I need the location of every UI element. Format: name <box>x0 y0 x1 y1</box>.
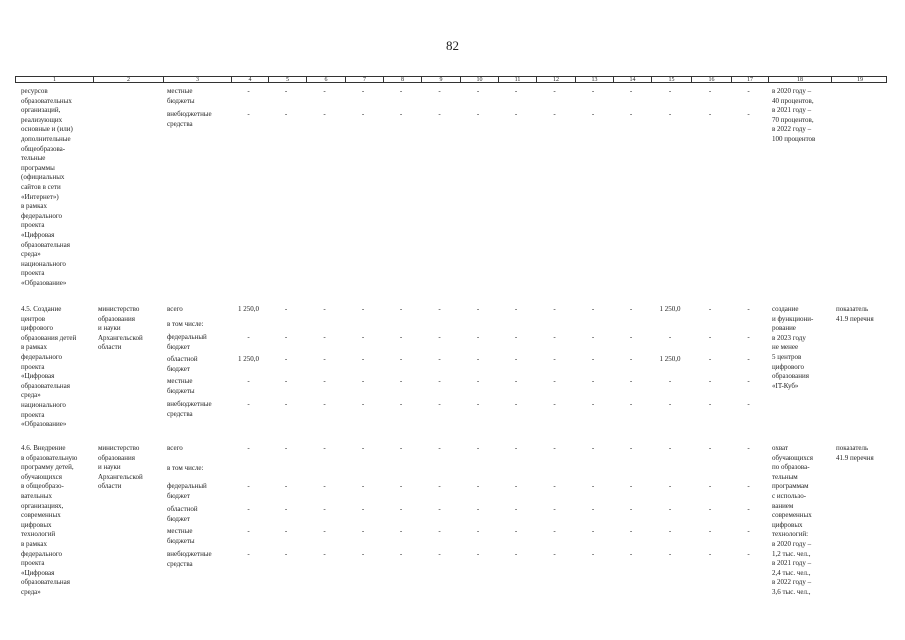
amount-cell: - <box>284 305 288 313</box>
amount-cell: - <box>361 110 365 118</box>
amount-cell: - <box>323 110 326 118</box>
funding-source-label: местные бюджеты <box>167 377 195 395</box>
amount-cell: - <box>553 527 556 535</box>
column-header-15: 15 <box>651 77 691 82</box>
amount-cell: - <box>747 444 750 452</box>
amount-cell: - <box>361 333 365 341</box>
amount-cell: - <box>438 505 441 513</box>
amount-cell: - <box>514 87 518 95</box>
amount-cell: - <box>247 333 250 341</box>
column-header-4: 4 <box>231 77 268 82</box>
amount-cell: - <box>708 333 712 341</box>
amount-cell: - <box>399 305 403 313</box>
column-header-13: 13 <box>575 77 613 82</box>
amount-cell: - <box>323 305 326 313</box>
table-column-header-row <box>15 76 887 83</box>
amount-cell: - <box>361 87 365 95</box>
funding-source-label: всего <box>167 305 183 313</box>
amount-cell: - <box>747 505 750 513</box>
amount-cell: 1 250,0 <box>238 305 259 313</box>
amount-cell: - <box>247 87 250 95</box>
amount-cell: - <box>747 110 750 118</box>
amount-cell: - <box>747 482 750 490</box>
amount-cell: - <box>438 482 441 490</box>
amount-cell: - <box>747 400 750 408</box>
amount-cell: - <box>591 87 595 95</box>
amount-cell: - <box>629 400 633 408</box>
amount-cell: - <box>284 110 288 118</box>
amount-cell: - <box>553 482 556 490</box>
column-header-1: 1 <box>53 77 56 83</box>
amount-cell: - <box>708 527 712 535</box>
amount-cell: - <box>247 400 250 408</box>
amount-cell: - <box>361 305 365 313</box>
amount-cell: - <box>668 444 672 452</box>
amount-cell: - <box>514 550 518 558</box>
amount-cell: - <box>361 550 365 558</box>
amount-cell: - <box>323 550 326 558</box>
amount-cell: - <box>747 305 750 313</box>
amount-cell: - <box>399 87 403 95</box>
column-header-12: 12 <box>536 77 575 82</box>
amount-cell: - <box>553 444 556 452</box>
amount-cell: - <box>514 482 518 490</box>
amount-cell: - <box>629 377 633 385</box>
amount-cell: - <box>476 87 480 95</box>
amount-cell: - <box>323 355 326 363</box>
amount-cell: - <box>361 377 365 385</box>
amount-cell: - <box>553 355 556 363</box>
amount-cell: - <box>668 505 672 513</box>
amount-cell: - <box>708 377 712 385</box>
amount-cell: - <box>284 505 288 513</box>
funding-source-label: местные бюджеты <box>167 527 195 545</box>
amount-cell: - <box>323 87 326 95</box>
amount-cell: - <box>399 550 403 558</box>
amount-cell: - <box>708 400 712 408</box>
amount-cell: - <box>591 527 595 535</box>
amount-cell: - <box>323 377 326 385</box>
amount-cell: - <box>553 377 556 385</box>
amount-cell: - <box>399 505 403 513</box>
amount-cell: - <box>399 527 403 535</box>
amount-cell: - <box>514 110 518 118</box>
column-header-17: 17 <box>731 77 768 82</box>
amount-cell: - <box>591 400 595 408</box>
funding-source-label: в том числе: <box>167 320 204 328</box>
amount-cell: - <box>247 377 250 385</box>
amount-cell: - <box>284 444 288 452</box>
column-header-19: 19 <box>831 77 888 82</box>
amount-cell: - <box>629 87 633 95</box>
amount-cell: - <box>553 550 556 558</box>
amount-cell: - <box>514 333 518 341</box>
amount-cell: - <box>399 444 403 452</box>
column-header-11: 11 <box>498 77 536 82</box>
amount-cell: - <box>476 305 480 313</box>
amount-cell: - <box>629 505 633 513</box>
amount-cell: - <box>476 505 480 513</box>
amount-cell: - <box>629 444 633 452</box>
amount-cell: - <box>708 87 712 95</box>
amount-cell: - <box>323 505 326 513</box>
amount-cell: - <box>591 305 595 313</box>
amount-cell: - <box>514 527 518 535</box>
amount-cell: - <box>323 333 326 341</box>
amount-cell: - <box>629 527 633 535</box>
amount-cell: - <box>708 444 712 452</box>
amount-cell: - <box>476 400 480 408</box>
amount-cell: - <box>323 527 326 535</box>
amount-cell: - <box>668 377 672 385</box>
amount-cell: - <box>668 482 672 490</box>
amount-cell: - <box>247 482 250 490</box>
amount-cell: - <box>476 482 480 490</box>
amount-cell: - <box>629 550 633 558</box>
executor-cell: министерство образования и науки Архангельской области <box>98 305 143 352</box>
amount-cell: - <box>399 110 403 118</box>
amount-cell: - <box>747 377 750 385</box>
amount-cell: - <box>284 482 288 490</box>
amount-cell: - <box>708 505 712 513</box>
amount-cell: - <box>708 110 712 118</box>
amount-cell: - <box>591 444 595 452</box>
indicator-reference-cell: показатель 41.9 перечня <box>836 305 874 323</box>
amount-cell: - <box>247 527 250 535</box>
amount-cell: - <box>438 444 441 452</box>
amount-cell: - <box>591 550 595 558</box>
amount-cell: - <box>438 110 441 118</box>
amount-cell: - <box>438 400 441 408</box>
amount-cell: - <box>438 87 441 95</box>
indicator-cell: в 2020 году – 40 процентов, в 2021 году – 70 процентов, в 2022 году – 100 процентов <box>772 87 816 143</box>
amount-cell: 1 250,0 <box>659 355 681 363</box>
amount-cell: - <box>514 377 518 385</box>
amount-cell: - <box>668 87 672 95</box>
funding-source-label: местные бюджеты <box>167 87 195 105</box>
amount-cell: - <box>476 377 480 385</box>
amount-cell: - <box>361 505 365 513</box>
column-header-14: 14 <box>613 77 651 82</box>
amount-cell: - <box>476 527 480 535</box>
amount-cell: - <box>591 505 595 513</box>
event-name-cell: 4.5. Создание центров цифрового образования детей в рамках федерального проекта «Цифровая образовательная среда» национального проекта «Образование» <box>21 305 77 429</box>
amount-cell: - <box>284 87 288 95</box>
column-header-5: 5 <box>268 77 306 82</box>
amount-cell: - <box>284 377 288 385</box>
event-name-cell: 4.6. Внедрение в образовательную программу детей, обучающихся в общеобразо- вательных организациях, современных цифровых технологий в рамках федерального проекта «Цифровая образовательная среда» <box>21 444 78 596</box>
column-header-9: 9 <box>421 77 460 82</box>
amount-cell: - <box>708 550 712 558</box>
amount-cell: - <box>514 355 518 363</box>
amount-cell: - <box>247 505 250 513</box>
indicator-reference-cell: показатель 41.9 перечня <box>836 444 874 462</box>
amount-cell: - <box>361 482 365 490</box>
amount-cell: - <box>399 400 403 408</box>
amount-cell: - <box>629 333 633 341</box>
amount-cell: - <box>668 550 672 558</box>
column-header-6: 6 <box>306 77 345 82</box>
amount-cell: - <box>438 355 441 363</box>
funding-source-label: областной бюджет <box>167 355 198 373</box>
amount-cell: - <box>284 550 288 558</box>
funding-source-label: внебюджетные средства <box>167 550 212 568</box>
amount-cell: - <box>247 550 250 558</box>
amount-cell: - <box>629 355 633 363</box>
amount-cell: - <box>553 110 556 118</box>
amount-cell: - <box>629 482 633 490</box>
amount-cell: - <box>476 355 480 363</box>
amount-cell: - <box>438 333 441 341</box>
column-header-8: 8 <box>383 77 421 82</box>
column-header-18: 18 <box>768 77 831 82</box>
funding-source-label: в том числе: <box>167 464 204 472</box>
amount-cell: - <box>438 527 441 535</box>
amount-cell: - <box>361 527 365 535</box>
amount-cell: - <box>747 333 750 341</box>
column-header-3: 3 <box>163 77 231 82</box>
amount-cell: - <box>553 87 556 95</box>
amount-cell: - <box>323 400 326 408</box>
amount-cell: - <box>747 527 750 535</box>
amount-cell: - <box>438 305 441 313</box>
amount-cell: - <box>747 87 750 95</box>
amount-cell: - <box>668 527 672 535</box>
amount-cell: - <box>361 400 365 408</box>
amount-cell: - <box>553 305 556 313</box>
column-header-16: 16 <box>691 77 731 82</box>
funding-source-label: областной бюджет <box>167 505 198 523</box>
column-header-7: 7 <box>345 77 383 82</box>
amount-cell: - <box>747 355 750 363</box>
amount-cell: - <box>553 400 556 408</box>
amount-cell: - <box>708 482 712 490</box>
amount-cell: - <box>399 377 403 385</box>
amount-cell: 1 250,0 <box>659 305 681 313</box>
funding-source-label: внебюджетные средства <box>167 400 212 418</box>
amount-cell: - <box>438 377 441 385</box>
indicator-cell: охват обучающихся по образова- тельным программам с использо- ванием современных цифровых технологий: в 2020 году – 1,2 тыс. чел., в 2021 году – 2,4 тыс. чел., в 2022 году – 3,6 тыс. чел., <box>772 444 813 596</box>
amount-cell: - <box>247 444 250 452</box>
amount-cell: - <box>629 305 633 313</box>
event-name-cell: ресурсов образовательных организаций, реализующих основные и (или) дополнительные общеобразова- тельные программы (официальных сайтов в сети «Интернет») в рамках федерального проекта «Цифровая образовательная среда» национального проекта «Образование» <box>21 87 73 287</box>
amount-cell: - <box>629 110 633 118</box>
amount-cell: - <box>514 400 518 408</box>
amount-cell: - <box>399 333 403 341</box>
funding-source-label: федеральный бюджет <box>167 333 207 351</box>
amount-cell: - <box>591 482 595 490</box>
amount-cell: - <box>399 482 403 490</box>
amount-cell: - <box>323 482 326 490</box>
amount-cell: - <box>591 333 595 341</box>
amount-cell: - <box>361 355 365 363</box>
amount-cell: - <box>668 333 672 341</box>
amount-cell: - <box>668 400 672 408</box>
amount-cell: 1 250,0 <box>238 355 259 363</box>
amount-cell: - <box>668 110 672 118</box>
amount-cell: - <box>284 333 288 341</box>
amount-cell: - <box>591 377 595 385</box>
column-header-10: 10 <box>460 77 498 82</box>
amount-cell: - <box>323 444 326 452</box>
amount-cell: - <box>399 355 403 363</box>
amount-cell: - <box>708 305 712 313</box>
amount-cell: - <box>247 110 250 118</box>
amount-cell: - <box>476 333 480 341</box>
amount-cell: - <box>361 444 365 452</box>
page-number: 82 <box>446 38 459 53</box>
amount-cell: - <box>476 444 480 452</box>
amount-cell: - <box>514 505 518 513</box>
amount-cell: - <box>553 333 556 341</box>
amount-cell: - <box>591 110 595 118</box>
amount-cell: - <box>591 355 595 363</box>
executor-cell: министерство образования и науки Архангельской области <box>98 444 143 491</box>
amount-cell: - <box>476 550 480 558</box>
amount-cell: - <box>284 400 288 408</box>
funding-source-label: внебюджетные средства <box>167 110 212 128</box>
amount-cell: - <box>476 110 480 118</box>
amount-cell: - <box>708 355 712 363</box>
amount-cell: - <box>284 355 288 363</box>
funding-source-label: всего <box>167 444 183 452</box>
amount-cell: - <box>284 527 288 535</box>
amount-cell: - <box>514 444 518 452</box>
funding-source-label: федеральный бюджет <box>167 482 207 500</box>
indicator-cell: создание и функциони- рование в 2023 году не менее 5 центров цифрового образования «IT-Куб» <box>772 305 814 390</box>
amount-cell: - <box>514 305 518 313</box>
amount-cell: - <box>553 505 556 513</box>
amount-cell: - <box>747 550 750 558</box>
column-header-2: 2 <box>93 77 163 82</box>
amount-cell: - <box>438 550 441 558</box>
